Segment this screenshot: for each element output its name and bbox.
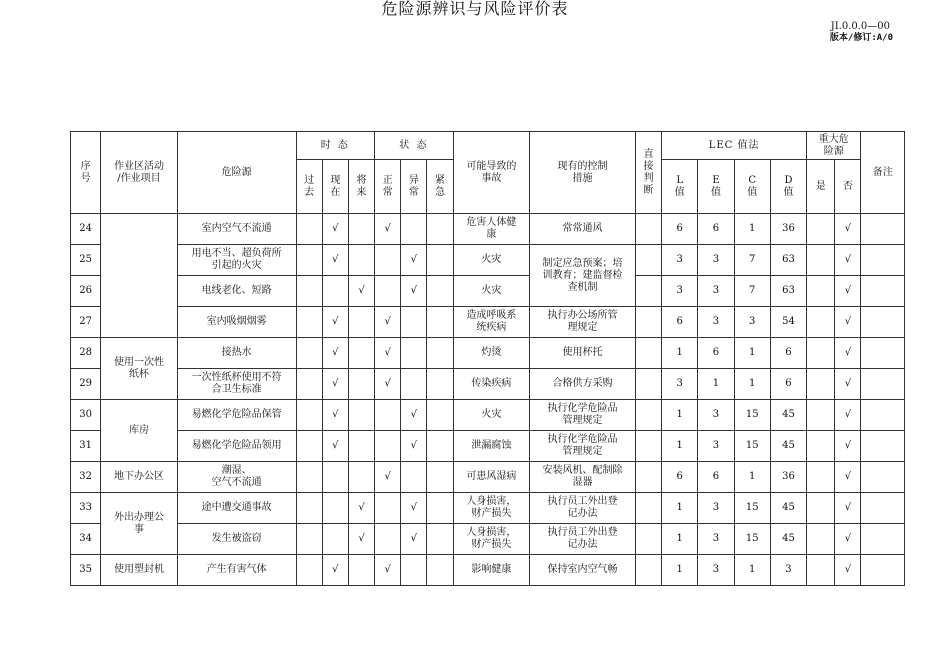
cell-direct <box>635 338 661 369</box>
cell-lec-l: 3 <box>662 369 698 400</box>
header-major-group: 重大危 险源 <box>807 132 861 160</box>
cell-direct <box>635 431 661 462</box>
cell-lec-d: 3 <box>770 555 806 586</box>
cell-tense-past <box>296 276 322 307</box>
cell-accident: 火灾 <box>453 276 530 307</box>
cell-direct <box>635 307 661 338</box>
cell-control: 保持室内空气畅 <box>530 555 636 586</box>
cell-seq: 27 <box>71 307 101 338</box>
cell-hazard: 室内吸烟烟雾 <box>177 307 296 338</box>
cell-control: 安装风机、配制除 湿器 <box>530 462 636 493</box>
cell-lec-d: 36 <box>770 462 806 493</box>
cell-hazard: 一次性纸杯使用不符 合卫生标准 <box>177 369 296 400</box>
cell-seq: 28 <box>71 338 101 369</box>
cell-tense-future <box>348 338 374 369</box>
cell-lec-l: 3 <box>662 245 698 276</box>
cell-accident: 造成呼吸系 统疾病 <box>453 307 530 338</box>
cell-lec-e: 3 <box>698 245 734 276</box>
cell-state-emergency <box>427 369 453 400</box>
cell-accident: 可患风湿病 <box>453 462 530 493</box>
cell-seq: 32 <box>71 462 101 493</box>
cell-major-no: √ <box>835 431 861 462</box>
cell-state-emergency <box>427 245 453 276</box>
cell-hazard: 室内空气不流通 <box>177 214 296 245</box>
cell-tense-present: √ <box>322 338 348 369</box>
header-major-no: 否 <box>835 160 861 214</box>
cell-state-emergency <box>427 493 453 524</box>
cell-state-abnormal: √ <box>401 245 427 276</box>
table-row <box>71 555 905 586</box>
cell-tense-past <box>296 307 322 338</box>
header-major-yes: 是 <box>807 160 835 214</box>
cell-lec-c: 1 <box>734 214 770 245</box>
cell-seq: 31 <box>71 431 101 462</box>
table-row <box>71 524 905 555</box>
cell-tense-past <box>296 338 322 369</box>
cell-seq: 25 <box>71 245 101 276</box>
cell-state-emergency <box>427 555 453 586</box>
cell-state-normal: √ <box>375 555 401 586</box>
header-hazard: 危险源 <box>177 132 296 214</box>
cell-accident: 影响健康 <box>453 555 530 586</box>
cell-seq: 24 <box>71 214 101 245</box>
table-row <box>71 431 905 462</box>
cell-lec-l: 1 <box>662 493 698 524</box>
cell-direct <box>635 276 661 307</box>
cell-remark <box>861 245 905 276</box>
cell-tense-past <box>296 369 322 400</box>
cell-lec-e: 6 <box>698 338 734 369</box>
cell-state-normal <box>375 431 401 462</box>
cell-lec-e: 3 <box>698 400 734 431</box>
table-row <box>71 214 905 245</box>
cell-tense-past <box>296 524 322 555</box>
cell-lec-c: 3 <box>734 307 770 338</box>
cell-state-normal <box>375 276 401 307</box>
cell-major-yes <box>807 431 835 462</box>
cell-tense-present: √ <box>322 245 348 276</box>
cell-tense-present: √ <box>322 555 348 586</box>
cell-tense-present <box>322 493 348 524</box>
document-number: JI.0.0.0—00 <box>830 21 890 32</box>
cell-tense-past <box>296 462 322 493</box>
cell-tense-future <box>348 555 374 586</box>
cell-direct <box>635 493 661 524</box>
cell-lec-c: 1 <box>734 338 770 369</box>
cell-lec-d: 45 <box>770 493 806 524</box>
table-row <box>71 369 905 400</box>
cell-remark <box>861 493 905 524</box>
header-activity: 作业区活动 /作业项目 <box>101 132 178 214</box>
cell-lec-e: 3 <box>698 431 734 462</box>
cell-lec-d: 6 <box>770 338 806 369</box>
cell-lec-l: 6 <box>662 214 698 245</box>
cell-state-emergency <box>427 214 453 245</box>
cell-state-abnormal: √ <box>401 493 427 524</box>
cell-tense-present: √ <box>322 214 348 245</box>
cell-tense-present: √ <box>322 307 348 338</box>
cell-hazard: 途中遭交通事故 <box>177 493 296 524</box>
cell-lec-l: 3 <box>662 276 698 307</box>
cell-lec-l: 1 <box>662 524 698 555</box>
cell-tense-present <box>322 524 348 555</box>
cell-accident: 泄漏腐蚀 <box>453 431 530 462</box>
cell-major-no: √ <box>835 276 861 307</box>
cell-lec-d: 45 <box>770 431 806 462</box>
cell-direct <box>635 555 661 586</box>
cell-major-no: √ <box>835 245 861 276</box>
cell-direct <box>635 524 661 555</box>
cell-control: 执行办公场所管 理规定 <box>530 307 636 338</box>
header-lec-c: C 值 <box>734 160 770 214</box>
cell-state-normal <box>375 245 401 276</box>
cell-lec-e: 3 <box>698 524 734 555</box>
cell-state-abnormal <box>401 369 427 400</box>
cell-lec-e: 3 <box>698 307 734 338</box>
cell-major-yes <box>807 276 835 307</box>
cell-control: 执行员工外出登 记办法 <box>530 524 636 555</box>
cell-state-emergency <box>427 462 453 493</box>
cell-accident: 危害人体健 康 <box>453 214 530 245</box>
header-state-emergency: 紧 急 <box>427 160 453 214</box>
cell-tense-future <box>348 462 374 493</box>
cell-lec-e: 6 <box>698 214 734 245</box>
cell-tense-past <box>296 431 322 462</box>
cell-activity: 使用塑封机 <box>101 555 178 586</box>
cell-tense-past <box>296 555 322 586</box>
cell-major-no: √ <box>835 369 861 400</box>
cell-major-yes <box>807 338 835 369</box>
cell-accident: 传染疾病 <box>453 369 530 400</box>
cell-seq: 33 <box>71 493 101 524</box>
cell-control: 常常通风 <box>530 214 636 245</box>
cell-control: 制定应急预案；培 训教育；建监督检 查机制 <box>530 245 636 307</box>
cell-remark <box>861 555 905 586</box>
header-lec-group: LEC 值法 <box>662 132 807 160</box>
cell-seq: 30 <box>71 400 101 431</box>
table-row <box>71 276 905 307</box>
cell-accident: 人身损害， 财产损失 <box>453 524 530 555</box>
cell-lec-l: 1 <box>662 338 698 369</box>
cell-seq: 26 <box>71 276 101 307</box>
cell-seq: 34 <box>71 524 101 555</box>
cell-lec-l: 1 <box>662 431 698 462</box>
cell-major-yes <box>807 245 835 276</box>
cell-hazard: 潮湿、 空气不流通 <box>177 462 296 493</box>
header-lec-l: L 值 <box>662 160 698 214</box>
header-row-1 <box>71 132 905 160</box>
cell-state-abnormal <box>401 214 427 245</box>
cell-lec-c: 15 <box>734 524 770 555</box>
cell-tense-future <box>348 431 374 462</box>
cell-seq: 35 <box>71 555 101 586</box>
cell-lec-c: 1 <box>734 555 770 586</box>
version-label: 版本/修订:A/0 <box>829 33 893 43</box>
cell-hazard: 发生被盗窃 <box>177 524 296 555</box>
header-control: 现有的控制 措施 <box>530 132 636 214</box>
table-row <box>71 245 905 276</box>
cell-lec-c: 1 <box>734 369 770 400</box>
cell-remark <box>861 400 905 431</box>
cell-hazard: 易燃化学危险品保管 <box>177 400 296 431</box>
cell-activity <box>101 214 178 338</box>
cell-lec-d: 45 <box>770 400 806 431</box>
page-title: 危险源辨识与风险评价表 <box>381 0 569 18</box>
cell-major-yes <box>807 493 835 524</box>
cell-hazard: 接热水 <box>177 338 296 369</box>
cell-lec-l: 1 <box>662 555 698 586</box>
header-tense-present: 现 在 <box>322 160 348 214</box>
header-seq: 序 号 <box>71 132 101 214</box>
cell-activity: 使用一次性 纸杯 <box>101 338 178 400</box>
cell-major-no: √ <box>835 524 861 555</box>
cell-state-abnormal <box>401 307 427 338</box>
cell-state-abnormal <box>401 555 427 586</box>
cell-accident: 人身损害， 财产损失 <box>453 493 530 524</box>
table-row <box>71 307 905 338</box>
cell-major-yes <box>807 524 835 555</box>
cell-major-yes <box>807 307 835 338</box>
header-lec-e: E 值 <box>698 160 734 214</box>
cell-tense-present: √ <box>322 400 348 431</box>
table-row <box>71 338 905 369</box>
cell-remark <box>861 307 905 338</box>
cell-control: 执行化学危险品 管理规定 <box>530 400 636 431</box>
table-row <box>71 462 905 493</box>
table-row <box>71 493 905 524</box>
cell-activity: 外出办理公 事 <box>101 493 178 555</box>
cell-lec-e: 6 <box>698 462 734 493</box>
cell-activity: 库房 <box>101 400 178 462</box>
cell-control: 执行化学危险品 管理规定 <box>530 431 636 462</box>
cell-tense-future <box>348 369 374 400</box>
cell-tense-past <box>296 245 322 276</box>
cell-remark <box>861 338 905 369</box>
cell-lec-c: 15 <box>734 431 770 462</box>
cell-lec-d: 54 <box>770 307 806 338</box>
cell-remark <box>861 214 905 245</box>
cell-state-abnormal <box>401 462 427 493</box>
risk-assessment-table <box>70 131 905 586</box>
cell-major-yes <box>807 462 835 493</box>
cell-major-no: √ <box>835 214 861 245</box>
header-state-group: 状 态 <box>375 132 454 160</box>
cell-tense-present <box>322 276 348 307</box>
cell-accident: 灼烫 <box>453 338 530 369</box>
cell-tense-present: √ <box>322 431 348 462</box>
cell-lec-l: 1 <box>662 400 698 431</box>
header-tense-past: 过 去 <box>296 160 322 214</box>
cell-major-no: √ <box>835 307 861 338</box>
cell-major-yes <box>807 369 835 400</box>
cell-state-emergency <box>427 431 453 462</box>
cell-state-abnormal: √ <box>401 400 427 431</box>
cell-state-normal <box>375 493 401 524</box>
header-tense-group: 时 态 <box>296 132 375 160</box>
cell-remark <box>861 462 905 493</box>
cell-control: 合格供方采购 <box>530 369 636 400</box>
header-accident: 可能导致的 事故 <box>453 132 530 214</box>
cell-lec-e: 1 <box>698 369 734 400</box>
cell-tense-future: √ <box>348 493 374 524</box>
cell-direct <box>635 214 661 245</box>
cell-state-normal: √ <box>375 369 401 400</box>
cell-state-emergency <box>427 524 453 555</box>
header-state-abnormal: 异 常 <box>401 160 427 214</box>
cell-state-emergency <box>427 338 453 369</box>
cell-control: 使用杯托 <box>530 338 636 369</box>
cell-remark <box>861 369 905 400</box>
cell-lec-d: 45 <box>770 524 806 555</box>
cell-state-normal: √ <box>375 462 401 493</box>
cell-direct <box>635 400 661 431</box>
cell-lec-d: 63 <box>770 276 806 307</box>
header-remark: 备注 <box>861 132 905 214</box>
cell-direct <box>635 462 661 493</box>
cell-state-normal: √ <box>375 307 401 338</box>
cell-tense-future <box>348 214 374 245</box>
cell-accident: 火灾 <box>453 245 530 276</box>
cell-tense-present <box>322 462 348 493</box>
cell-remark <box>861 276 905 307</box>
cell-seq: 29 <box>71 369 101 400</box>
cell-tense-future <box>348 400 374 431</box>
cell-lec-c: 7 <box>734 245 770 276</box>
cell-major-yes <box>807 400 835 431</box>
cell-state-abnormal <box>401 338 427 369</box>
cell-control: 执行员工外出登 记办法 <box>530 493 636 524</box>
cell-major-no: √ <box>835 555 861 586</box>
cell-lec-e: 3 <box>698 493 734 524</box>
cell-major-no: √ <box>835 338 861 369</box>
cell-tense-past <box>296 214 322 245</box>
cell-lec-c: 7 <box>734 276 770 307</box>
cell-direct <box>635 245 661 276</box>
cell-lec-e: 3 <box>698 276 734 307</box>
cell-lec-e: 3 <box>698 555 734 586</box>
cell-lec-l: 6 <box>662 307 698 338</box>
cell-tense-past <box>296 493 322 524</box>
cell-state-emergency <box>427 307 453 338</box>
cell-hazard: 电线老化、短路 <box>177 276 296 307</box>
cell-lec-d: 63 <box>770 245 806 276</box>
cell-lec-l: 6 <box>662 462 698 493</box>
cell-direct <box>635 369 661 400</box>
cell-state-emergency <box>427 400 453 431</box>
cell-tense-future: √ <box>348 276 374 307</box>
cell-hazard: 产生有害气体 <box>177 555 296 586</box>
cell-tense-future <box>348 245 374 276</box>
cell-lec-c: 15 <box>734 400 770 431</box>
cell-tense-present: √ <box>322 369 348 400</box>
header-tense-future: 将 来 <box>348 160 374 214</box>
cell-lec-d: 36 <box>770 214 806 245</box>
cell-activity: 地下办公区 <box>101 462 178 493</box>
cell-lec-c: 1 <box>734 462 770 493</box>
cell-tense-past <box>296 400 322 431</box>
cell-major-no: √ <box>835 400 861 431</box>
table-row <box>71 400 905 431</box>
cell-major-no: √ <box>835 493 861 524</box>
cell-major-yes <box>807 555 835 586</box>
cell-lec-d: 6 <box>770 369 806 400</box>
cell-accident: 火灾 <box>453 400 530 431</box>
header-direct: 直 接 判 断 <box>635 132 661 214</box>
cell-state-abnormal: √ <box>401 276 427 307</box>
cell-state-abnormal: √ <box>401 431 427 462</box>
cell-state-normal <box>375 524 401 555</box>
cell-state-abnormal: √ <box>401 524 427 555</box>
cell-tense-future <box>348 307 374 338</box>
header-lec-d: D 值 <box>770 160 806 214</box>
cell-remark <box>861 524 905 555</box>
cell-major-yes <box>807 214 835 245</box>
cell-state-normal: √ <box>375 338 401 369</box>
cell-remark <box>861 431 905 462</box>
cell-major-no: √ <box>835 462 861 493</box>
header-state-normal: 正 常 <box>375 160 401 214</box>
cell-state-normal: √ <box>375 214 401 245</box>
cell-hazard: 易燃化学危险品领用 <box>177 431 296 462</box>
cell-lec-c: 15 <box>734 493 770 524</box>
cell-state-emergency <box>427 276 453 307</box>
cell-tense-future: √ <box>348 524 374 555</box>
cell-state-normal <box>375 400 401 431</box>
cell-hazard: 用电不当、超负荷所 引起的火灾 <box>177 245 296 276</box>
